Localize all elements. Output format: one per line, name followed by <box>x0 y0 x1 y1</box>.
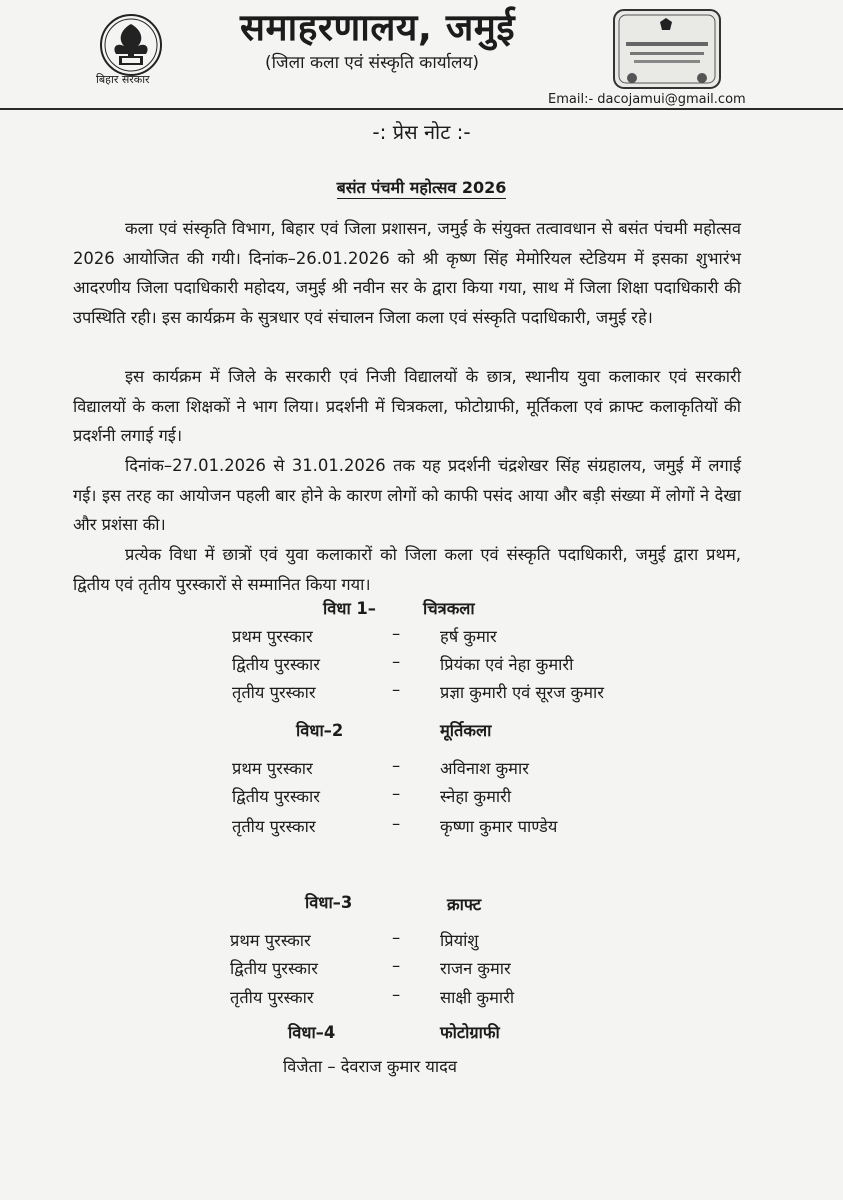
paragraph-2-text: इस कार्यक्रम में जिले के सरकारी एवं निजी विद्यालयों के छात्र, स्थानीय युवा कलाकार एवं सरकारी विद्यालयों के कला शिक्षकों ने भाग लिया। प्रदर्शनी में चित्रकला, फोटोग्राफी, मूर्तिकला एवं क्राफ्ट कलाकृतियों की प्रदर्शनी लगाई गई। <box>73 367 741 445</box>
category-2-award-2-winner: स्नेहा कुमारी <box>440 787 512 806</box>
category-3-award-1-position: प्रथम पुरस्कार <box>230 931 311 950</box>
department-logo-icon <box>612 8 722 90</box>
email-row <box>548 92 746 107</box>
left-logo-caption: बिहार सरकार <box>96 73 150 86</box>
header-divider <box>0 108 843 110</box>
category-2-award-3-winner: कृष्णा कुमार पाण्डेय <box>440 817 558 836</box>
category-3-award-3-position: तृतीय पुरस्कार <box>230 988 314 1007</box>
category-2-label: विधा–2 <box>296 721 344 740</box>
press-note-heading: -: प्रेस नोट :- <box>372 120 471 144</box>
email-address[interactable]: dacojamui@gmail.com <box>597 92 746 107</box>
category-1-award-3-dash: – <box>392 680 401 699</box>
category-3-label: विधा–3 <box>305 893 353 912</box>
category-3-award-3-dash: – <box>392 985 401 1004</box>
category-2-award-3-position: तृतीय पुरस्कार <box>232 817 316 836</box>
category-2-award-3-dash: – <box>392 814 401 833</box>
category-3-name: क्राफ्ट <box>447 895 482 914</box>
event-title-text: बसंत पंचमी महोत्सव 2026 <box>336 178 507 197</box>
category-1-label: विधा 1– <box>323 599 376 618</box>
category-1-award-2-dash: – <box>392 652 401 671</box>
category-3-award-2-dash: – <box>392 956 401 975</box>
event-title <box>0 176 843 198</box>
paragraph-4 <box>73 540 741 599</box>
category-1-award-3-winner: प्रज्ञा कुमारी एवं सूरज कुमार <box>440 683 604 702</box>
category-4-label: विधा–4 <box>288 1023 336 1042</box>
category-2-award-2-position: द्वितीय पुरस्कार <box>232 787 320 806</box>
category-4-winner-line: विजेता – देवराज कुमार यादव <box>283 1057 457 1076</box>
category-3-award-1-winner: प्रियांशु <box>440 931 479 950</box>
category-2-award-2-dash: – <box>392 784 401 803</box>
category-1-award-1-winner: हर्ष कुमार <box>440 627 497 646</box>
category-3-award-3-winner: साक्षी कुमारी <box>440 988 515 1007</box>
page-title: समाहरणालय, जमुई <box>240 6 516 49</box>
paragraph-1 <box>73 214 741 332</box>
category-1-award-2-position: द्वितीय पुरस्कार <box>232 655 320 674</box>
category-4-name: फोटोग्राफी <box>440 1023 500 1042</box>
category-3-award-1-dash: – <box>392 928 401 947</box>
category-1-award-1-position: प्रथम पुरस्कार <box>232 627 313 646</box>
office-subtitle: (जिला कला एवं संस्कृति कार्यालय) <box>265 53 480 73</box>
paragraph-4-text: प्रत्येक विधा में छात्रों एवं युवा कलाकारों को जिला कला एवं संस्कृति पदाधिकारी, जमुई द्वारा प्रथम, द्वितीय एवं तृतीय पुरस्कारों से सम्मानित किया गया। <box>73 545 741 594</box>
category-1-name: चित्रकला <box>423 599 475 618</box>
paragraph-2 <box>73 362 741 451</box>
category-2-award-1-position: प्रथम पुरस्कार <box>232 759 313 778</box>
category-1-award-3-position: तृतीय पुरस्कार <box>232 683 316 702</box>
category-1-award-2-winner: प्रियंका एवं नेहा कुमारी <box>440 655 574 674</box>
category-2-name: मूर्तिकला <box>440 721 492 740</box>
paragraph-1-text: कला एवं संस्कृति विभाग, बिहार एवं जिला प्रशासन, जमुई के संयुक्त तत्वावधान से बसंत पंचमी महोत्सव 2026 आयोजित की गयी। दिनांक–26.01.2026 को श्री कृष्ण सिंह मेमोरियल स्टेडियम में इसका शुभारंभ आदरणीय जिला पदाधिकारी महोदय, जमुई श्री नवीन सर के द्वारा किया गया, साथ में जिला शिक्षा पदाधिकारी की उपस्थिति रही। इस कार्यक्रम के सुत्रधार एवं संचालन जिला कला एवं संस्कृति पदाधिकारी, जमुई रहे। <box>73 219 741 327</box>
paragraph-3-text: दिनांक–27.01.2026 से 31.01.2026 तक यह प्रदर्शनी चंद्रशेखर सिंह संग्रहालय, जमुई में लगाई गई। इस तरह का आयोजन पहली बार होने के कारण लोगों को काफी पसंद आया और बड़ी संख्या में लोगों ने देखा और प्रशंसा की। <box>73 456 741 534</box>
category-2-award-1-winner: अविनाश कुमार <box>440 759 529 778</box>
category-3-award-2-winner: राजन कुमार <box>440 959 511 978</box>
email-label: Email:- <box>548 92 594 107</box>
category-2-award-1-dash: – <box>392 756 401 775</box>
category-3-award-2-position: द्वितीय पुरस्कार <box>230 959 318 978</box>
category-1-award-1-dash: – <box>392 624 401 643</box>
paragraph-3 <box>73 451 741 540</box>
